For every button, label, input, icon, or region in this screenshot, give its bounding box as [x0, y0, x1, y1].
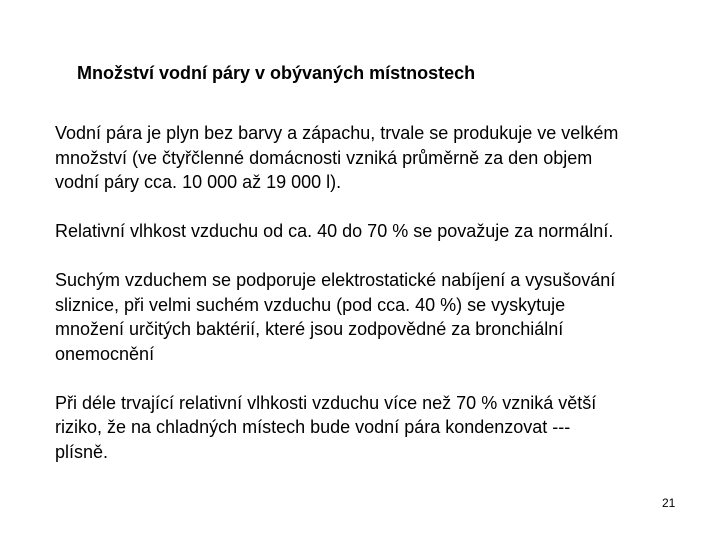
paragraph-line: riziko, že na chladných místech bude vodní pára kondenzovat --- — [55, 417, 571, 437]
paragraph-relative-humidity — [55, 219, 695, 244]
paragraph-line: Vodní pára je plyn bez barvy a zápachu, trvale se produkuje ve velkém — [55, 123, 619, 143]
paragraph-high-humidity — [55, 391, 695, 465]
paragraph-line: onemocnění — [55, 343, 155, 364]
slide-body — [55, 121, 695, 489]
page-number: 21 — [662, 496, 676, 510]
paragraph-line: Při déle trvající relativní vlhkosti vzduchu více než 70 % vzniká větší — [55, 392, 597, 413]
paragraph-line: vodní páry cca. 10 000 až 19 000 l). — [55, 172, 342, 192]
paragraph-line: plísně. — [55, 441, 109, 462]
paragraph-line: Relativní vlhkost vzduchu od ca. 40 do 70 % se považuje za normální. — [55, 221, 614, 241]
paragraph-dry-air — [55, 268, 695, 366]
paragraph-line: množství (ve čtyřčlenné domácnosti vzniká průměrně za den objem — [55, 147, 593, 168]
paragraph-line: sliznice, při velmi suchém vzduchu (pod cca. 40 %) se vyskytuje — [55, 294, 566, 315]
slide-title: Množství vodní páry v obývaných místnostech — [77, 63, 476, 83]
paragraph-water-vapor — [55, 121, 695, 195]
paragraph-line: množení určitých baktérií, které jsou zodpovědné za bronchiální — [55, 319, 564, 339]
paragraph-line: Suchým vzduchem se podporuje elektrostatické nabíjení a vysušování — [55, 270, 616, 290]
